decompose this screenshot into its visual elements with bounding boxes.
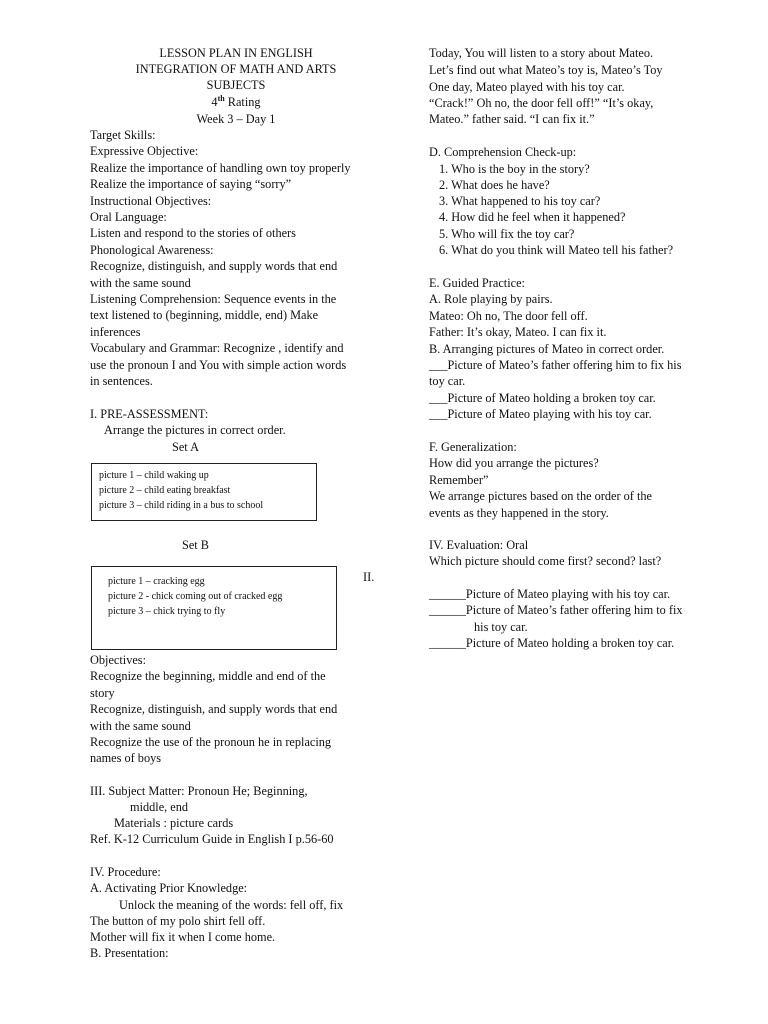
question-item: 3. What happened to his toy car? <box>439 194 601 208</box>
rating-line <box>90 94 382 110</box>
rating-suffix: th <box>217 93 225 103</box>
mother-sentence: Mother will fix it when I come home. <box>90 930 276 944</box>
text-line: ___Picture of Mateo playing with his toy car. <box>429 407 652 422</box>
set-b-box <box>91 566 337 650</box>
text-line: How did you arrange the pictures? <box>429 456 599 471</box>
set-a-item: picture 3 – child riding in a bus to school <box>99 500 264 511</box>
set-b-item: picture 1 – cracking egg <box>108 576 205 587</box>
story-line: One day, Mateo played with his toy car. <box>429 80 625 94</box>
title-line-2: INTEGRATION OF MATH AND ARTS <box>135 62 337 76</box>
text-line: names of boys <box>90 751 162 766</box>
text-line: ___Picture of Mateo’s father offering him to fix his <box>429 358 682 372</box>
materials-line: Materials : picture cards <box>114 816 234 830</box>
set-b-item: picture 2 - chick coming out of cracked egg <box>108 591 283 602</box>
evaluation-item: ______Picture of Mateo playing with his toy car. <box>429 587 671 601</box>
set-a-item: picture 2 – child eating breakfast <box>99 485 231 496</box>
text-line: E. Guided Practice: <box>429 276 525 290</box>
set-a-item: picture 1 – child waking up <box>99 470 209 481</box>
text-line: with the same sound <box>90 718 191 733</box>
rating-word: Rating <box>224 95 261 109</box>
button-sentence: The button of my polo shirt fell off. <box>90 914 266 928</box>
activating-heading: A. Activating Prior Knowledge: <box>90 881 248 895</box>
text-line: with the same sound <box>90 275 191 290</box>
story-line: Today, You will listen to a story about Mateo. <box>429 46 654 60</box>
text-line: B. Arranging pictures of Mateo in correct order. <box>429 341 665 356</box>
title-line-1: LESSON PLAN IN ENGLISH <box>159 46 313 60</box>
text-line: use the pronoun I and You with simple action words <box>90 357 347 372</box>
text-line: Realize the importance of handling own toy properly <box>90 160 351 175</box>
pre-assessment-heading: I. PRE-ASSESSMENT: <box>90 407 209 421</box>
text-line: Which picture should come first? second? last? <box>429 554 662 569</box>
reference-line: Ref. K-12 Curriculum Guide in English I p.56-60 <box>90 832 334 846</box>
presentation-heading: B. Presentation: <box>90 946 169 960</box>
text-line: Remember” <box>429 472 489 487</box>
question-item: 6. What do you think will Mateo tell his father? <box>439 243 674 257</box>
question-item: 2. What does he have? <box>439 178 550 192</box>
text-line: Target Skills: <box>90 128 156 142</box>
text-line: F. Generalization: <box>429 440 517 454</box>
question-item: 5. Who will fix the toy car? <box>439 227 575 241</box>
text-line: Listening Comprehension: Sequence events in the <box>90 292 337 306</box>
evaluation-item: ______Picture of Mateo’s father offering him to fix <box>429 603 683 618</box>
text-line: Mateo: Oh no, The door fell off. <box>429 308 588 323</box>
comprehension-heading: D. Comprehension Check-up: <box>429 145 577 159</box>
set-a-box <box>91 463 317 521</box>
text-line: text listened to (beginning, middle, end) Make <box>90 308 319 323</box>
text-line: Recognize, distinguish, and supply words that end <box>90 259 338 274</box>
title-line-3: SUBJECTS <box>206 78 266 92</box>
set-b-label: Set B <box>182 538 209 552</box>
question-item: 1. Who is the boy in the story? <box>439 162 590 176</box>
unlock-line: Unlock the meaning of the words: fell off, fix <box>119 898 344 912</box>
subject-matter-line-1: III. Subject Matter: Pronoun He; Beginning, <box>90 784 308 798</box>
text-line: inferences <box>90 324 141 339</box>
text-line: Phonological Awareness: <box>90 242 214 257</box>
story-line: Mateo.” father said. “I can fix it.” <box>429 112 595 126</box>
text-line: story <box>90 685 115 700</box>
text-line: Recognize the beginning, middle and end of the <box>90 669 326 684</box>
text-line: We arrange pictures based on the order of the <box>429 489 652 504</box>
week-line: Week 3 – Day 1 <box>196 112 276 126</box>
text-line: Expressive Objective: <box>90 144 199 159</box>
set-b-item: picture 3 – chick trying to fly <box>108 606 226 617</box>
text-line: Realize the importance of saying “sorry” <box>90 177 292 192</box>
text-line: in sentences. <box>90 374 153 388</box>
text-line: IV. Evaluation: Oral <box>429 538 529 552</box>
procedure-heading: IV. Procedure: <box>90 865 161 879</box>
text-line: Listen and respond to the stories of others <box>90 226 296 241</box>
pre-assessment-instruction: Arrange the pictures in correct order. <box>104 423 286 437</box>
text-line: Recognize, distinguish, and supply words that end <box>90 702 338 717</box>
text-line: toy car. <box>429 374 466 389</box>
subject-matter-line-2: middle, end <box>130 800 189 814</box>
rating-number: 4 <box>211 95 218 109</box>
question-item: 4. How did he feel when it happened? <box>439 210 626 224</box>
text-line: Oral Language: <box>90 210 167 224</box>
text-line: events as they happened in the story. <box>429 505 609 520</box>
text-line: Vocabulary and Grammar: Recognize , identify and <box>90 341 344 356</box>
text-line: Father: It’s okay, Mateo. I can fix it. <box>429 325 607 340</box>
story-line: Let’s find out what Mateo’s toy is, Mateo’s Toy <box>429 63 663 77</box>
text-line: Instructional Objectives: <box>90 193 212 208</box>
text-line: A. Role playing by pairs. <box>429 292 553 307</box>
evaluation-item: his toy car. <box>474 619 528 634</box>
text-line: Recognize the use of the pronoun he in replacing <box>90 735 332 749</box>
roman-numeral-ii: II. <box>363 570 375 584</box>
text-line: Objectives: <box>90 653 147 667</box>
story-line: “Crack!” Oh no, the door fell off!” “It’s okay, <box>429 96 654 110</box>
set-a-label: Set A <box>172 440 199 454</box>
text-line: ___Picture of Mateo holding a broken toy car. <box>429 390 656 405</box>
evaluation-item: ______Picture of Mateo holding a broken toy car. <box>429 636 675 651</box>
